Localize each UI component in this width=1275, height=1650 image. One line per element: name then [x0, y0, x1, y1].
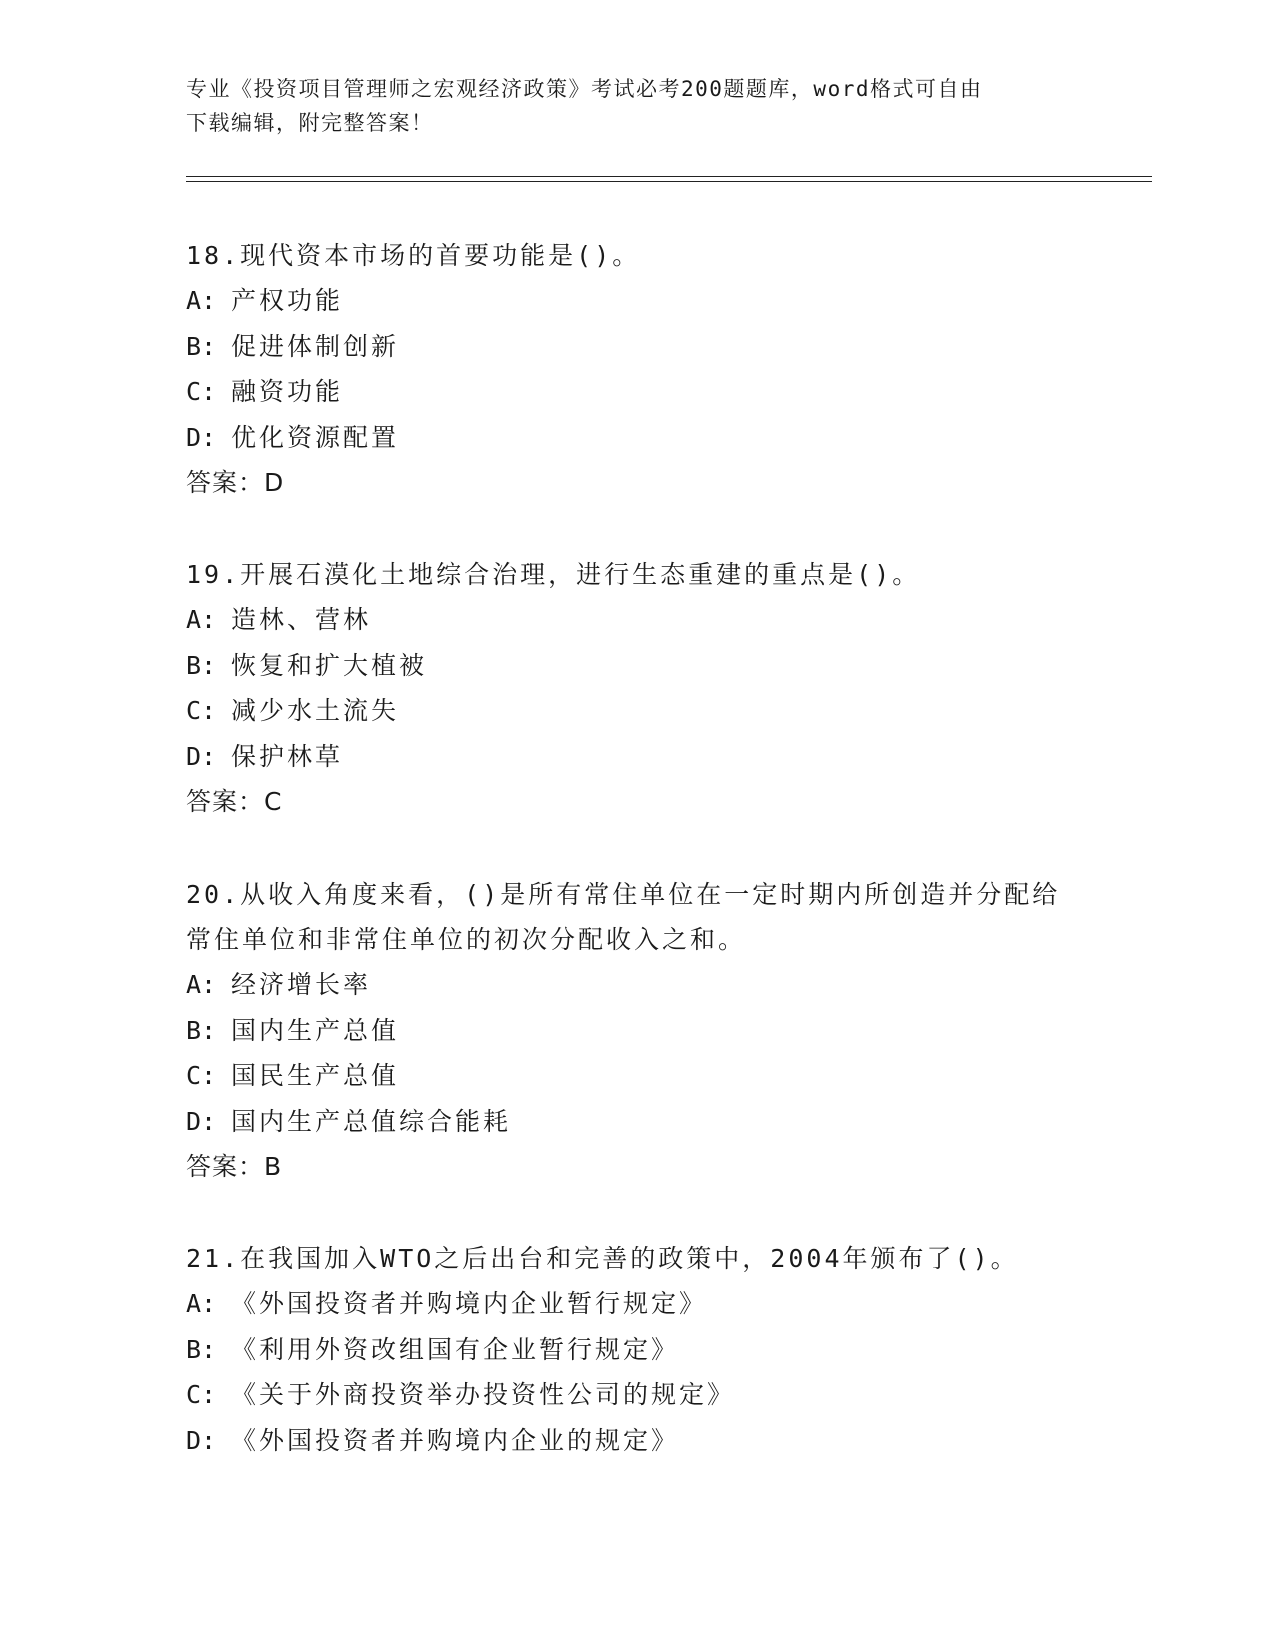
option-letter: C:	[186, 696, 217, 725]
question-block	[186, 872, 1086, 1189]
option-c	[186, 688, 1086, 734]
question-block	[186, 552, 1086, 824]
option-d	[186, 415, 1086, 461]
option-letter: A:	[186, 605, 217, 634]
option-text: 国民生产总值	[231, 1061, 400, 1090]
option-text: 国内生产总值综合能耗	[231, 1106, 512, 1136]
option-a	[186, 597, 1086, 643]
option-b	[186, 1008, 1086, 1054]
option-d	[186, 1099, 1086, 1145]
option-letter: D:	[186, 1425, 217, 1455]
question-text: 19.开展石漠化土地综合治理，进行生态重建的重点是()。	[186, 560, 921, 589]
option-letter: D:	[186, 1106, 217, 1136]
option-letter: C:	[186, 377, 217, 406]
option-letter: A:	[186, 970, 217, 999]
option-letter: C:	[186, 1380, 217, 1409]
answer-line: 答案：D	[186, 468, 285, 497]
answer-line: 答案：B	[186, 1152, 283, 1181]
option-text: 《关于外商投资举办投资性公司的规定》	[231, 1380, 736, 1409]
option-c	[186, 1053, 1086, 1099]
option-text: 《外国投资者并购境内企业的规定》	[231, 1425, 680, 1455]
option-text: 《利用外资改组国有企业暂行规定》	[231, 1334, 680, 1364]
option-d	[186, 734, 1086, 780]
option-b	[186, 1327, 1086, 1373]
question-block	[186, 1236, 1086, 1463]
option-letter: B:	[186, 1334, 217, 1364]
option-b	[186, 643, 1086, 689]
answer-line: 答案：C	[186, 787, 283, 816]
option-text: 优化资源配置	[231, 422, 400, 452]
option-text: 促进体制创新	[231, 331, 400, 361]
option-letter: A:	[186, 1289, 217, 1318]
option-text: 造林、营林	[231, 605, 372, 634]
option-text: 融资功能	[231, 377, 344, 406]
option-letter: D:	[186, 422, 217, 452]
option-letter: B:	[186, 1015, 217, 1045]
option-b	[186, 324, 1086, 370]
option-a	[186, 1281, 1086, 1327]
option-text: 保护林草	[231, 741, 344, 771]
option-text: 减少水土流失	[231, 696, 400, 725]
header-divider-top	[186, 176, 1152, 177]
option-text: 恢复和扩大植被	[231, 650, 428, 680]
question-text: 18.现代资本市场的首要功能是()。	[186, 241, 641, 270]
option-letter: B:	[186, 650, 217, 680]
question-text: 21.在我国加入WTO之后出台和完善的政策中，2004年颁布了()。	[186, 1244, 1019, 1273]
option-d	[186, 1418, 1086, 1464]
option-c	[186, 1372, 1086, 1418]
option-c	[186, 369, 1086, 415]
option-text: 国内生产总值	[231, 1015, 400, 1045]
document-header	[186, 72, 1086, 140]
header-line-1: 专业《投资项目管理师之宏观经济政策》考试必考200题题库，word格式可自由	[186, 77, 983, 101]
question-text-line-2: 常住单位和非常住单位的初次分配收入之和。	[186, 925, 747, 954]
header-line-2: 下载编辑，附完整答案！	[186, 111, 434, 135]
option-text: 产权功能	[231, 286, 344, 315]
option-a	[186, 962, 1086, 1008]
question-block	[186, 233, 1086, 505]
option-letter: C:	[186, 1061, 217, 1090]
question-text-line-1: 20.从收入角度来看，()是所有常住单位在一定时期内所创造并分配给	[186, 880, 1061, 909]
option-letter: B:	[186, 331, 217, 361]
option-text: 经济增长率	[231, 970, 372, 999]
option-text: 《外国投资者并购境内企业暂行规定》	[231, 1289, 708, 1318]
header-divider-bottom	[186, 181, 1152, 182]
option-letter: D:	[186, 741, 217, 771]
option-a	[186, 278, 1086, 324]
option-letter: A:	[186, 286, 217, 315]
